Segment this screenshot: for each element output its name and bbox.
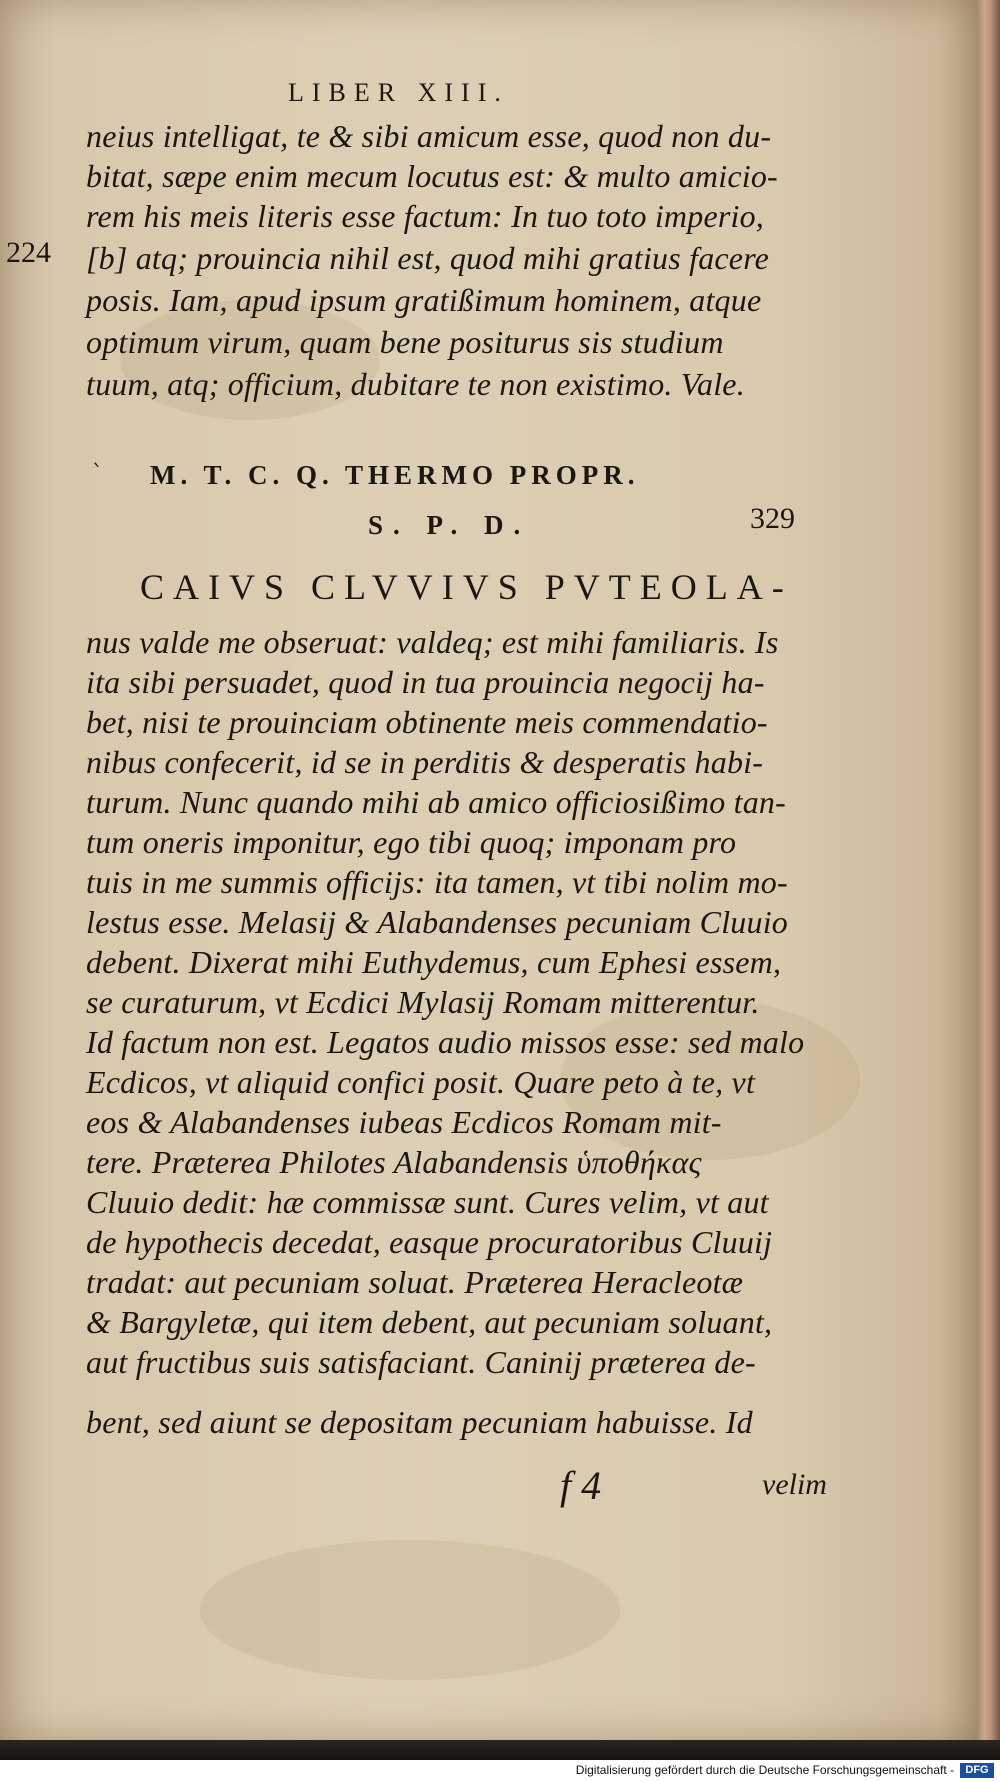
signature-mark: f 4 — [560, 1463, 602, 1508]
text-line: Ecdicos, vt aliquid confici posit. Quare peto à te, vt — [86, 1064, 756, 1100]
text-line: lestus esse. Melasij & Alabandenses pecuniam Cluuio — [86, 904, 788, 940]
text-line: optimum virum, quam bene positurus sis studium — [86, 324, 724, 360]
text-line: debent. Dixerat mihi Euthydemus, cum Ephesi essem, — [86, 944, 782, 980]
text-line: neius intelligat, te & sibi amicum esse, quod non du- — [86, 118, 772, 154]
text-line: tuis in me summis officijs: ita tamen, vt tibi nolim mo- — [86, 864, 788, 900]
text-line: tradat: aut pecuniam soluat. Præterea Heracleotæ — [86, 1264, 744, 1300]
scan-shadow — [0, 1740, 1000, 1760]
catchword: velim — [762, 1468, 827, 1501]
mark-glyph: ` — [92, 462, 103, 487]
running-header: LIBER XIII. — [288, 78, 509, 107]
letter-title: M. T. C. Q. THERMO PROPR. — [150, 460, 640, 490]
text-line: Id factum non est. Legatos audio missos esse: sed malo — [86, 1024, 805, 1060]
text-line: eos & Alabandenses iubeas Ecdicos Romam mit- — [86, 1104, 722, 1140]
text-line: de hypothecis decedat, easque procuratoribus Cluuij — [86, 1224, 773, 1260]
text-line: bent, sed aiunt se depositam pecuniam habuisse. Id — [86, 1404, 753, 1440]
text-line: tere. Præterea Philotes Alabandensis ὑποθήκας — [86, 1144, 702, 1180]
dfg-logo: DFG — [960, 1763, 994, 1778]
letter-number: 329 — [750, 502, 795, 535]
text-line: se curaturum, vt Ecdici Mylasij Romam mitterentur. — [86, 984, 760, 1020]
opening-words: CAIVS CLVVIVS PVTEOLA- — [140, 567, 793, 607]
text-line: tum oneris imponitur, ego tibi quoq; imponam pro — [86, 824, 737, 860]
text-line: bitat, sæpe enim mecum locutus est: & multo amicio- — [86, 158, 778, 194]
footer-credit: Digitalisierung gefördert durch die Deutsche Forschungsgemeinschaft - — [575, 1763, 954, 1777]
text-line: ita sibi persuadet, quod in tua prouincia negocij ha- — [86, 664, 765, 700]
text-line: nus valde me obseruat: valdeq; est mihi familiaris. Is — [86, 624, 779, 660]
text-line: Cluuio dedit: hæ commissæ sunt. Cures velim, vt aut — [86, 1184, 769, 1220]
text-line: turum. Nunc quando mihi ab amico officiosißimo tan- — [86, 784, 786, 820]
text-line: aut fructibus suis satisfaciant. Caninij præterea de- — [86, 1344, 756, 1380]
text-line: bet, nisi te prouinciam obtinente meis commendatio- — [86, 704, 768, 740]
text-line: [b] atq; prouincia nihil est, quod mihi gratius facere — [86, 240, 770, 276]
text-line: nibus confecerit, id se in perditis & desperatis habi- — [86, 744, 764, 780]
text-line: rem his meis literis esse factum: In tuo toto imperio, — [86, 198, 764, 234]
page-edge — [978, 0, 1000, 1782]
margin-number: 224 — [6, 236, 51, 269]
text-line: & Bargyletæ, qui item debent, aut pecuniam soluant, — [86, 1304, 773, 1340]
text-line: posis. Iam, apud ipsum gratißimum hominem, atque — [86, 282, 762, 318]
text-line: tuum, atq; officium, dubitare te non existimo. Vale. — [86, 366, 745, 402]
letter-salutation: S. P. D. — [368, 510, 531, 540]
